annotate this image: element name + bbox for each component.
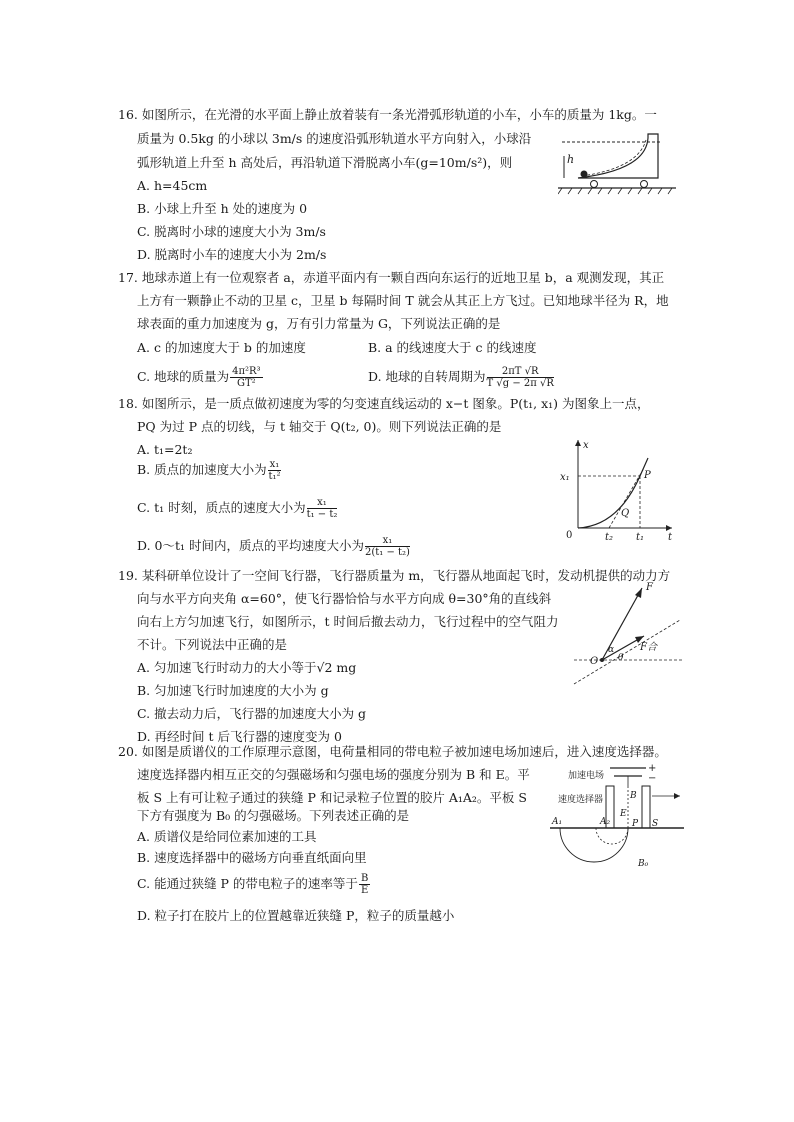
q20-fig-s-label: S — [652, 819, 659, 829]
q17-option-d-fraction — [487, 366, 554, 389]
q17-stem-line-3: 球表面的重力加速度为 g，万有引力常量为 G，下列说法正确的是 — [137, 316, 501, 331]
q18-fig-x-axis-label: x — [583, 440, 589, 451]
q18-fig-t2-label: t₂ — [605, 532, 614, 543]
q17-c-denominator: GT² — [236, 378, 256, 389]
q20-c-numerator: B — [360, 873, 369, 884]
q18-b-denominator: t₁² — [268, 471, 281, 482]
q16-option-c: C. 脱离时小球的速度大小为 3m/s — [137, 224, 326, 239]
q17-d-numerator: 2πT √R — [487, 366, 554, 378]
q17-option-c — [137, 360, 264, 394]
q16-option-a: A. h=45cm — [137, 178, 208, 193]
q18-stem-line-2: PQ 为过 P 点的切线，与 t 轴交于 Q(t₂, 0)。则下列说法正确的是 — [137, 419, 502, 434]
q20-stem-line-1: 20. 如图是质谱仪的工作原理示意图，电荷量相同的带电粒子被加速电场加速后，进入速度选择器。 — [118, 744, 667, 759]
q20-fig-selector-label: 速度选择器 — [558, 795, 604, 805]
q16-stem-line-2: 质量为 0.5kg 的小球以 3m/s 的速度沿弧形轨道水平方向射入，小球沿 — [137, 131, 532, 146]
q18-option-d — [137, 529, 411, 563]
q20-fig-a1-label: A₁ — [552, 817, 563, 827]
q20-option-c-text: C. 能通过狭缝 P 的带电粒子的速率等于 — [137, 876, 358, 891]
q20-fig-b-label: B — [630, 791, 637, 801]
q19-fig-theta-label: θ — [618, 653, 624, 663]
q18-option-c — [137, 491, 338, 525]
q20-option-b: B. 速度选择器中的磁场方向垂直纸面向里 — [137, 850, 367, 865]
q18-option-d-fraction — [365, 535, 410, 558]
q18-figure-x-t-graph — [558, 434, 678, 546]
q16-stem-line-3: 弧形轨道上升至 h 高处后，再沿轨道下滑脱离小车(g=10m/s²)，则 — [137, 155, 513, 170]
q20-option-d: D. 粒子打在胶片上的位置越靠近狭缝 P，粒子的质量越小 — [137, 908, 455, 923]
q19-option-c: C. 撤去动力后，飞行器的加速度大小为 g — [137, 706, 367, 721]
q18-option-d-text: D. 0～t₁ 时间内，质点的平均速度大小为 — [137, 538, 364, 553]
q20-stem-line-2: 速度选择器内相互正交的匀强磁场和匀强电场的强度分别为 B 和 E。平 — [137, 767, 530, 782]
q18-c-numerator: x₁ — [307, 497, 338, 509]
q18-option-a: A. t₁=2t₂ — [137, 442, 193, 457]
q19-option-b: B. 匀加速飞行时加速度的大小为 g — [137, 683, 329, 698]
q18-c-denominator: t₁ − t₂ — [306, 509, 338, 520]
q20-fig-plus-label: + — [648, 763, 657, 774]
q19-fig-f-label: F — [646, 582, 653, 593]
q17-c-numerator: 4π²R³ — [232, 366, 261, 377]
q17-stem-line-1: 17. 地球赤道上有一位观察者 a，赤道平面内有一颗自西向东运行的近地卫星 b，a 观测发现，其正 — [118, 270, 665, 285]
q20-fig-minus-label: − — [648, 773, 657, 784]
q17-option-d — [368, 360, 555, 394]
q18-option-c-text: C. t₁ 时刻，质点的速度大小为 — [137, 500, 306, 515]
q19-stem-line-4: 不计。下列说法中正确的是 — [137, 637, 288, 652]
q17-option-c-fraction — [230, 366, 262, 389]
q17-option-c-text: C. 地球的质量为 — [137, 369, 230, 384]
q20-fig-e-label: E — [620, 809, 627, 819]
q17-option-a: A. c 的加速度大于 b 的加速度 — [137, 340, 306, 355]
q18-fig-q-label: Q — [621, 508, 630, 519]
q20-option-c — [137, 866, 371, 902]
q20-fig-a2-label: A₂ — [600, 817, 611, 827]
q19-stem-line-2: 向与水平方向夹角 α=60°，使飞行器恰恰与水平方向成 θ=30°角的直线斜 — [137, 591, 552, 606]
q19-fig-alpha-label: α — [608, 645, 615, 655]
q16-stem-line-1: 16. 如图所示，在光滑的水平面上静止放着装有一条光滑弧形轨道的小车，小车的质量为 1kg。一 — [118, 107, 657, 122]
q20-option-a: A. 质谱仪是给同位素加速的工具 — [137, 829, 317, 844]
q20-fig-accel-label: 加速电场 — [568, 771, 605, 781]
q19-option-d: D. 再经时间 t 后飞行器的速度变为 0 — [137, 729, 342, 744]
q19-fig-o-label: O — [590, 656, 599, 667]
q16-option-d: D. 脱离时小车的速度大小为 2m/s — [137, 247, 327, 262]
q17-stem-line-2: 上方有一颗静止不动的卫星 c，卫星 b 每隔时间 T 就会从其正上方飞过。已知地球半径为 R，地 — [137, 293, 669, 308]
q18-d-numerator: x₁ — [365, 535, 410, 547]
q17-option-d-text: D. 地球的自转周期为 — [368, 369, 486, 384]
q16-figure-h-label: h — [567, 153, 575, 166]
q20-figure-mass-spectrometer — [548, 762, 688, 874]
q20-option-c-fraction — [359, 873, 370, 896]
q16-option-b: B. 小球上升至 h 处的速度为 0 — [137, 201, 308, 216]
q19-figure-force-diagram — [568, 580, 688, 686]
q18-option-b-fraction — [268, 459, 282, 482]
q19-stem-line-3: 向右上方匀加速飞行，如图所示，t 时间后撤去动力，飞行过程中的空气阻力 — [137, 614, 559, 629]
q20-fig-p-label: P — [632, 819, 639, 829]
q17-d-denominator: T √g − 2π √R — [486, 378, 554, 389]
q18-d-denominator: 2(t₁ − t₂) — [364, 547, 410, 558]
q19-fig-fhe-label: F合 — [640, 642, 657, 653]
q20-fig-b0-label: B₀ — [638, 859, 649, 869]
q18-fig-origin-label: 0 — [566, 530, 573, 541]
q18-option-c-fraction — [307, 497, 338, 520]
q18-option-b-text: B. 质点的加速度大小为 — [137, 462, 267, 477]
q20-stem-line-3: 板 S 上有可让粒子通过的狭缝 P 和记录粒子位置的胶片 A₁A₂。平板 S — [137, 790, 527, 805]
q18-stem-line-1: 18. 如图所示，是一质点做初速度为零的匀变速直线运动的 x−t 图象。P(t₁, x₁) 为图象上一点， — [118, 396, 650, 411]
q17-option-b: B. a 的线速度大于 c 的线速度 — [368, 340, 537, 355]
q19-stem-line-1: 19. 某科研单位设计了一空间飞行器，飞行器质量为 m，飞行器从地面起飞时，发动机提供的动力方 — [118, 568, 671, 583]
q18-fig-x1-label: x₁ — [560, 472, 570, 483]
q18-fig-t-axis-label: t — [668, 532, 673, 543]
q18-fig-t1-label: t₁ — [636, 532, 645, 543]
q20-c-denominator: E — [360, 885, 369, 896]
q18-b-numerator: x₁ — [269, 459, 280, 470]
q16-figure-cart-track — [558, 128, 678, 206]
q18-fig-p-label: P — [644, 470, 651, 481]
q20-stem-line-4: 下方有强度为 B₀ 的匀强磁场。下列表述正确的是 — [137, 808, 410, 823]
q18-option-b — [137, 453, 282, 487]
q19-option-a: A. 匀加速飞行时动力的大小等于√2 mg — [137, 660, 357, 675]
